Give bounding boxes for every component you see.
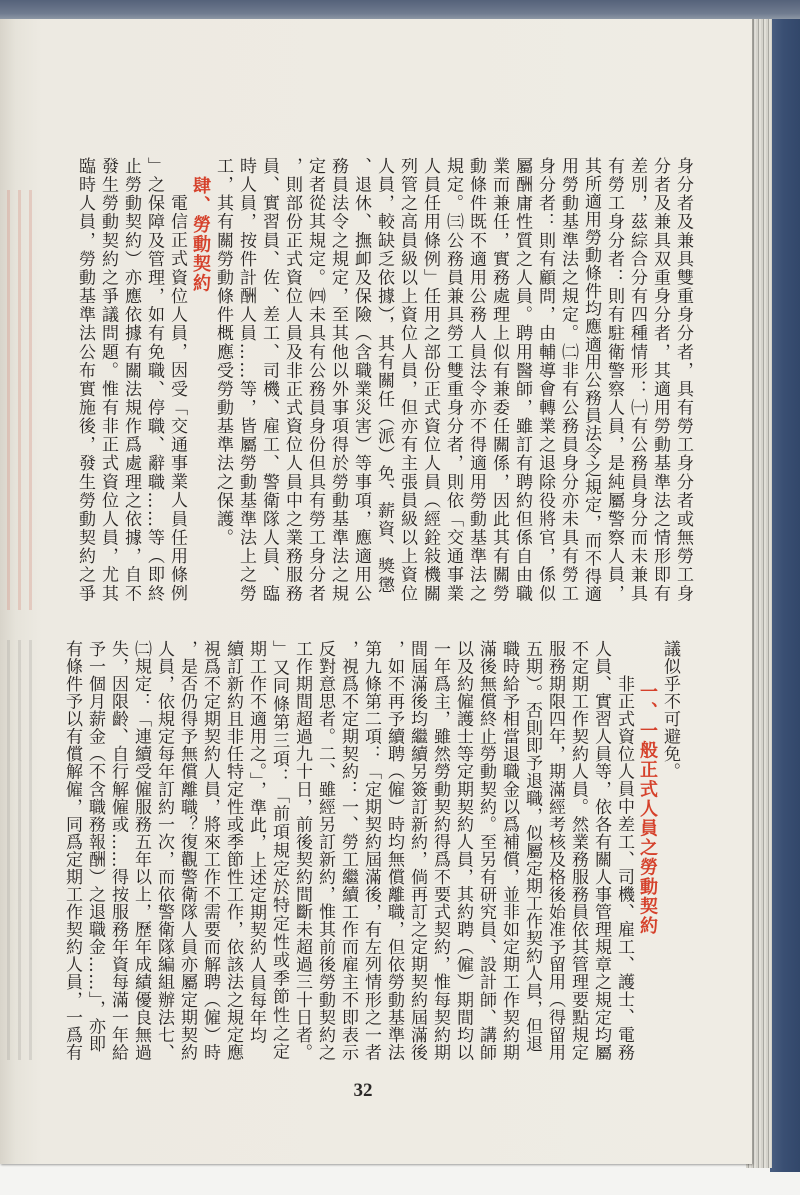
- lower-paragraph-column: 第九條第二項：「定期契約屆滿後，有左列情形之一者: [361, 640, 381, 1061]
- lower-paragraph-column: 滿後無償終止勞動契約。至另有研究員、設計師、講師: [476, 640, 496, 1061]
- upper-paragraph-column: 有勞工身分者：則有駐衛警察人員，是純屬警察人員，: [604, 157, 624, 603]
- lower-paragraph-column: 期工作不適用之。」，準此，上述定期契約人員每年均: [246, 640, 266, 1044]
- upper-paragraph-column: 電信正式資位人員，因受「交通事業人員任用條例: [167, 194, 187, 603]
- upper-paragraph-column: 務員法令之規定，至其他以外事項得於勞動基準法之規: [328, 157, 348, 603]
- upper-paragraph-column: 業而兼任，實務處理上似有兼委任關係，因此其有關勞: [489, 157, 509, 603]
- upper-paragraph-column: 分者及兼具双重身分者，其適用勞動基準法之情形即有: [650, 157, 670, 603]
- upper-paragraph-column: 定者從其規定。㈣未具有公務員身份但具有勞工身分者: [305, 157, 325, 603]
- lower-paragraph-column: 工作期間超過九十日，前後契約間斷未超過三十日者。: [292, 640, 312, 1061]
- lower-paragraph-column: 有條件予以有償解僱，同爲定期工作契約人員，一爲有: [62, 640, 82, 1061]
- lower-paragraph-column: 間屆滿後均繼續另簽訂新約，倘再訂之定期契約屆滿後: [407, 640, 427, 1061]
- upper-paragraph-column: 、退休、撫卹及保險（含職業災害）等事項，應適用公: [351, 157, 371, 603]
- upper-paragraph-column: 人員任用條例」任用之部份正式資位人員（經銓敍機關: [420, 157, 440, 603]
- upper-paragraph-column: 差別，茲綜合分有四種情形：㈠有公務員身分而未兼具: [627, 157, 647, 603]
- page-number: 32: [353, 1080, 373, 1101]
- lower-paragraph-column: 一年爲主，雖然勞動契約得爲不要式契約，惟每契約期: [430, 640, 450, 1061]
- lower-paragraph-column: 人員、實習人員等，依各有關人事管理規章之規定均屬: [591, 640, 611, 1061]
- scan-background: [0, 1166, 800, 1195]
- lower-paragraph-column: 」又同條第三項：「前項規定於特定性或季節性之定: [269, 640, 289, 1061]
- lower-paragraph-column: ，是否仍得予無償離職？復觀警衛隊人員亦屬定期契約: [177, 640, 197, 1061]
- upper-paragraph-column: ，則部份正式資位人員及非正式資位人員中之業務服務: [282, 157, 302, 603]
- book-cover-top-edge: [0, 0, 800, 19]
- lower-paragraph-column: 以及約僱護士等定期契約人員，其約聘（僱）期間均以: [453, 640, 473, 1061]
- subsection-heading: 一、一般正式人員之勞動契約: [637, 682, 658, 936]
- lower-paragraph-column: 反對意思者。二、雖經另訂新約，惟其前後勞動契約之: [315, 640, 335, 1061]
- upper-paragraph-column: 時人員，按件計酬人員……等，皆屬勞動基準法上之勞: [236, 157, 256, 603]
- lower-paragraph-column: 服務期限四年，期滿經考核及格後始准予留用（得留用: [545, 640, 565, 1061]
- section-heading: 肆、勞動契約: [190, 175, 211, 293]
- lower-text-block: [58, 632, 688, 1072]
- upper-paragraph-column: 用勞動基準法之規定。㈡非有公務員身分亦未具有勞工: [558, 157, 578, 603]
- upper-paragraph-column: 臨時人員，勞動基準法公布實施後，發生勞動契約之爭: [75, 157, 95, 603]
- lower-paragraph-column: 續訂新約且非任特定性或季節性工作，依該法之規定應: [223, 640, 243, 1061]
- upper-paragraph-column: 人員，較缺乏依據），其有關任（派）免、薪資、獎懲: [374, 157, 394, 595]
- lower-paragraph-column: 不定期工作契約人員。然業務服務員依其管理要點規定: [568, 640, 588, 1061]
- upper-paragraph-column: 身分者：則有顧問，由輔導會轉業之退除役將官，係似: [535, 157, 555, 603]
- upper-paragraph-column: 工，其有關勞動條件概應受勞動基準法之保護。: [213, 157, 233, 548]
- bleed-through-shadow-lower: [4, 640, 38, 1060]
- lower-continued-column: 議似乎不可避免。: [660, 640, 680, 781]
- upper-paragraph-column: 身分者及兼具雙重身分者，具有勞工身分者或無勞工身: [673, 157, 693, 603]
- lower-paragraph-column: ，視爲不定期契約：一、勞工繼續工作而雇主不即表示: [338, 640, 358, 1061]
- upper-paragraph-column: 其所適用勞動條件均應適用公務員法令之規定，而不得適: [581, 157, 601, 603]
- upper-paragraph-column: 員、實習員、佐、差工、司機、雇工、警衛隊人員、臨: [259, 157, 279, 603]
- lower-paragraph-column: 職時給予相當退職金以爲補償，並非如定期工作契約期: [499, 640, 519, 1061]
- upper-text-block: [70, 150, 700, 610]
- bleed-through-shadow-upper: [4, 190, 38, 610]
- book-cover-edge: [770, 0, 800, 1172]
- upper-paragraph-column: 動條件既不適用公務人員法令亦不得適用勞動基準法之: [466, 157, 486, 603]
- lower-paragraph-column: 非正式資位人員中差工、司機、雇工、護士、電務: [614, 675, 634, 1061]
- lower-paragraph-column: 失，因限齡、自行解僱或……得按服務年資每滿一年給: [108, 640, 128, 1061]
- upper-paragraph-column: 發生勞動契約之爭議問題。惟有非正式資位人員，尤其: [98, 157, 118, 603]
- lower-paragraph-column: 視爲不定期契約人員，將來工作不需要而解聘（僱）時: [200, 640, 220, 1061]
- upper-paragraph-column: 屬酬庸性質之人員。聘用醫師，雖訂有聘約但係自由職: [512, 157, 532, 603]
- lower-paragraph-column: 予一個月薪金（不含職務報酬）之退職金……」，亦即: [85, 640, 105, 1053]
- lower-paragraph-column: ，如不再予續聘（僱）時均無償離職，但依勞動基準法: [384, 640, 404, 1061]
- upper-paragraph-column: 規定。㈢公務員兼具勞工雙重身分者，則依「交通事業: [443, 157, 463, 603]
- lower-paragraph-column: 五期）。否則即予退職，似屬定期工作契約人員，但退: [522, 640, 542, 1053]
- upper-paragraph-column: 」之保障及管理，如有免職、停職、辭職……等（即終: [144, 157, 164, 603]
- upper-paragraph-column: 列管之高員級以上資位人員，但亦有主張員級以上資位: [397, 157, 417, 603]
- upper-paragraph-column: 止勞動契約）亦應依據有關法規作爲處理之依據，自不: [121, 157, 141, 603]
- lower-paragraph-column: ㈡規定：「連續受僱服務五年以上，歷年成績優良無過: [131, 640, 151, 1061]
- lower-paragraph-column: 人員，依規定每年訂約一次，而依警衛隊編組辦法七、: [154, 640, 174, 1061]
